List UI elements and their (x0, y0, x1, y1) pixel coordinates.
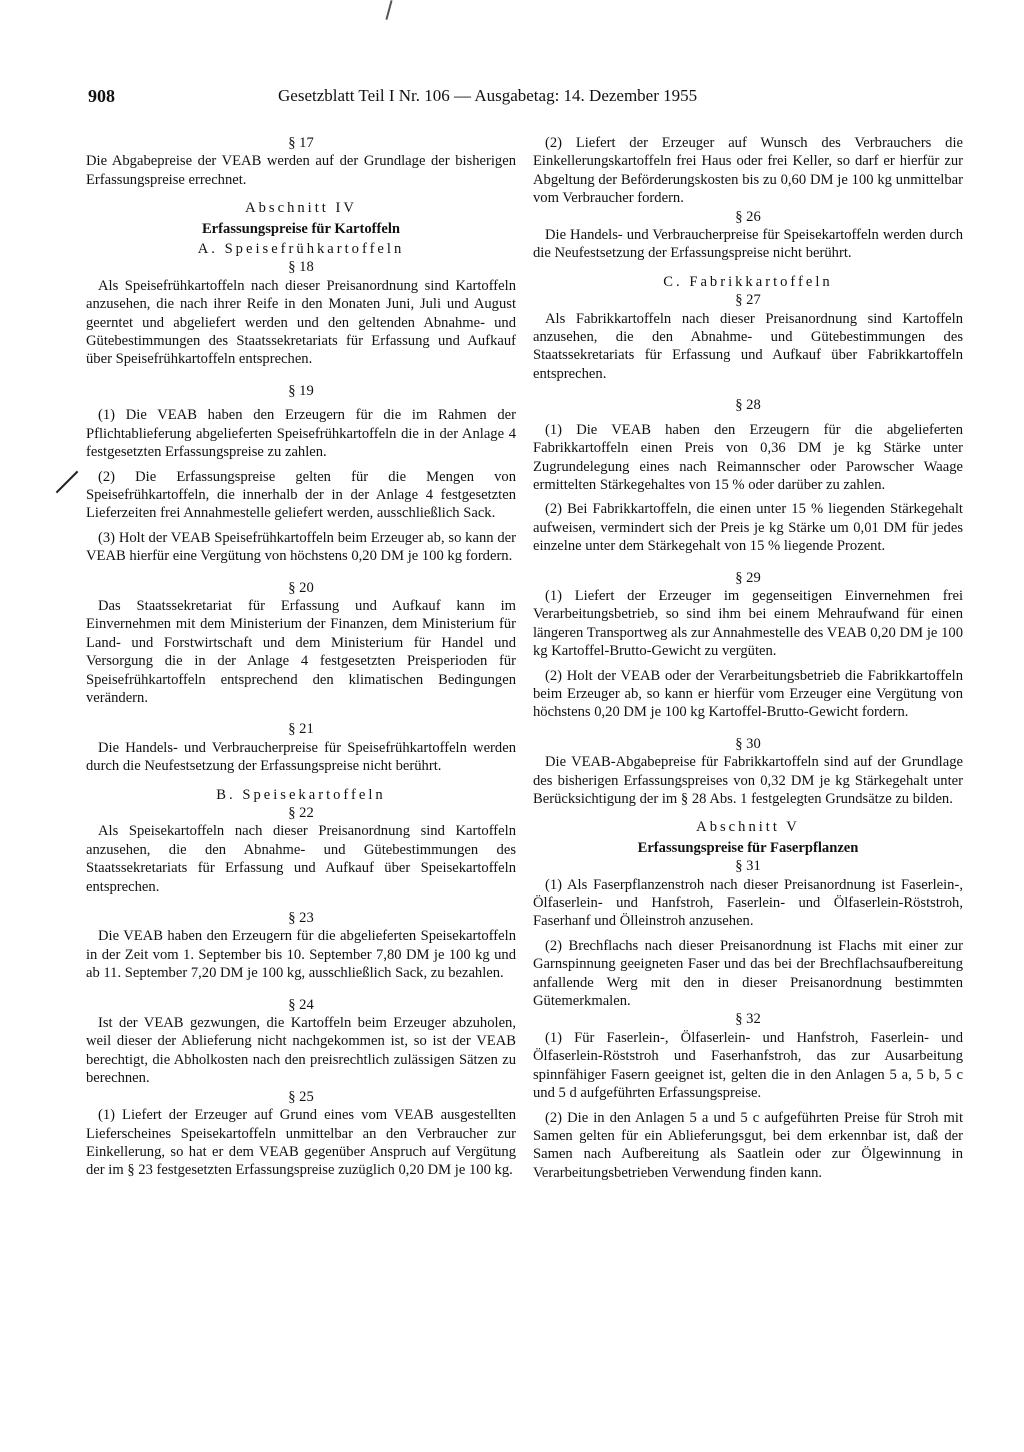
paragraph: Als Speisekartoffeln nach dieser Preisanordnung sind Kartoffeln anzusehen, die den Abnahme- und Gütebestimmungen des Staatssekretariats für Erfassung und Aufkauf über Speisekartoffeln entsprechen. (86, 823, 516, 895)
paragraph: (1) Die VEAB haben den Erzeugern für die im Rahmen der Pflichtablieferung abgelieferten Speisefrühkartoffeln die in der Anlage 4 festgesetzten Erfassungspreise zu zahlen. (86, 407, 516, 461)
right-column (533, 134, 963, 1182)
paragraph: (2) Holt der VEAB oder der Verarbeitungsbetrieb die Fabrikkartoffeln beim Erzeuger ab, so kann er hierfür vom Erzeuger eine Vergütung von höchstens 0,20 DM je 100 kg Kartoffel-Brutto-Gewicht fordern. (533, 667, 963, 721)
section-number: § 32 (735, 1011, 761, 1028)
section-number: § 24 (288, 996, 314, 1013)
section-number: § 17 (288, 135, 314, 151)
paragraph: (2) Bei Fabrikkartoffeln, die einen unter 15 % liegenden Stärkegehalt aufweisen, vermindert sich der Preis je kg Stärke um 0,01 DM für jedes einzelne unter dem Stärkegehalt von 15 % liegende Prozent. (533, 501, 963, 555)
paragraph: (1) Liefert der Erzeuger im gegenseitigen Einvernehmen frei Verarbeitungsbetrieb, so sind ihm bei einem Mehraufwand für einen längeren Transportweg als zur Annahmestelle des VEAB 0,20 DM je 100 kg Kartoffel-Brutto-Gewicht zu vergüten. (533, 587, 963, 660)
paragraph: Die Handels- und Verbraucherpreise für Speisefrühkartoffeln werden durch die Neufestsetzung der Erfassungspreise nicht berührt. (86, 739, 516, 775)
abschnitt-title: Erfassungspreise für Faserpflanzen (637, 839, 859, 856)
subheading: B. Speisekartoffeln (216, 786, 386, 803)
abschnitt-heading: Abschnitt V (696, 819, 800, 836)
paragraph: (2) Liefert der Erzeuger auf Wunsch des Verbrauchers die Einkellerungskartoffeln frei Haus oder frei Keller, so darf er hierfür zur Abgeltung der Beförderungskosten bis zu 0,60 DM je 100 kg unmittelbar vom Verbraucher fordern. (533, 135, 963, 207)
section-number: § 27 (735, 292, 761, 309)
paragraph: Ist der VEAB gezwungen, die Kartoffeln beim Erzeuger abzuholen, weil dieser der Ablieferung nicht nachgekommen ist, so ist der VEAB berechtigt, die Abholkosten nach den preisrechtlich zulässigen Sätzen zu berechnen. (86, 1015, 516, 1087)
section-number: § 19 (288, 382, 314, 399)
section-number: § 28 (735, 397, 761, 414)
left-column (86, 134, 516, 1180)
section-number: § 30 (735, 735, 761, 752)
abschnitt-title: Erfassungspreise für Kartoffeln (201, 220, 401, 237)
paragraph: Die Handels- und Verbraucherpreise für Speisekartoffeln werden durch die Neufestsetzung der Erfassungspreise nicht berührt. (533, 227, 963, 262)
paragraph: (1) Für Faserlein-, Ölfaserlein- und Hanfstroh, Faserlein- und Ölfaserlein-Röststroh und Faserhanfstroh, das zur Ausarbeitung spinnfähiger Fasern geeignet ist, gelten die in den Anlagen 5 a, 5 b, 5 c und 5 d aufgeführten Erfassungspreise. (533, 1029, 963, 1102)
abschnitt-heading: Abschnitt IV (245, 200, 357, 217)
subheading: C. Fabrikkartoffeln (663, 273, 833, 290)
section-number: § 29 (735, 569, 761, 586)
paragraph: (1) Als Faserpflanzenstroh nach dieser Preisanordnung ist Faserlein-, Ölfaserlein- und Hanfstroh, Faserlein- und Ölfaserlein-Röststroh, Faserhanf und Ölleinstroh anzusehen. (533, 876, 963, 930)
section-number: § 31 (735, 858, 761, 875)
section-number: § 21 (288, 721, 314, 738)
paragraph: Die VEAB haben den Erzeugern für die abgelieferten Speisekartoffeln in der Zeit vom 1. September bis 10. September 7,80 DM je 100 kg und ab 11. September 7,20 DM je 100 kg, ausschließlich Sack, zu bezahlen. (86, 928, 516, 982)
pen-mark-top (385, 0, 392, 20)
paragraph: Als Fabrikkartoffeln nach dieser Preisanordnung sind Kartoffeln anzusehen, die den Abnahme- und Gütebestimmungen des Staatssekretariats für Erfassung und Aufkauf über Fabrikkartoffeln entsprechen. (533, 310, 963, 382)
section-number: § 18 (288, 259, 314, 276)
paragraph: Das Staatssekretariat für Erfassung und Aufkauf kann im Einvernehmen mit dem Ministerium der Finanzen, dem Ministerium für Land- und Forstwirtschaft und dem Ministerium für Handel und Versorgung die in der Anlage 4 festgesetzten Preisperioden für Speisefrühkartoffeln entsprechend den klimatischen Bedingungen verändern. (86, 597, 516, 706)
paragraph: (2) Die Erfassungspreise gelten für die Mengen von Speisefrühkartoffeln, die innerhalb der in der Anlage 4 festgesetzten Lieferzeiten frei Annahmestelle geliefert werden, ausschließlich Sack. (86, 468, 516, 522)
paragraph: Als Speisefrühkartoffeln nach dieser Preisanordnung sind Kartoffeln anzusehen, die nach ihrer Reife in den Monaten Juni, Juli und August geerntet und abgeliefert werden und den geltenden Abnahme- und Gütebestimmungen des Staatssekretariats für Erfassung und Aufkauf über Speisefrühkartoffeln entsprechen. (86, 277, 516, 368)
paragraph: (2) Die in den Anlagen 5 a und 5 c aufgeführten Preise für Stroh mit Samen gelten für ein Ablieferungsgut, bei dem erkennbar ist, daß der Samen nach Aufbereitung als Saatlein oder zur Ölgewinnung in Verarbeitungsbetrieben Verwendung finden kann. (533, 1109, 963, 1181)
section-number: § 22 (288, 805, 314, 821)
page-header (88, 84, 788, 109)
paragraph: (2) Brechflachs nach dieser Preisanordnung ist Flachs mit einer zur Garnspinnung geeigneten Faser und das bei der Brechflachsaufbereitung anfallende Werg mit den in dieser Preisanordnung bestimmten Gütemerkmalen. (533, 937, 963, 1010)
page-number: 908 (88, 86, 115, 106)
paragraph: (1) Die VEAB haben den Erzeugern für die abgelieferten Fabrikkartoffeln einen Preis von 0,36 DM je kg Stärke unter Zugrundelegung eines nach Reimannscher oder Parowscher Waage ermittelten Stärkegehaltes von 15 % oder darüber zu zahlen. (533, 421, 963, 493)
section-number: § 20 (288, 579, 314, 596)
subheading: A. Speisefrühkartoffeln (197, 241, 405, 258)
section-number: § 25 (288, 1088, 314, 1105)
paragraph: (1) Liefert der Erzeuger auf Grund eines vom VEAB ausgestellten Lieferscheines Speisekartoffeln unmittelbar an den Verbraucher zur Einkellerung, so hat er dem VEAB gegenüber Anspruch auf Vergütung der im § 23 festgesetzten Erfassungspreise zuzüglich 0,20 DM je 100 kg. (86, 1107, 516, 1179)
paragraph: (3) Holt der VEAB Speisefrühkartoffeln beim Erzeuger ab, so kann der VEAB hierfür eine Vergütung von höchstens 0,20 DM je 100 kg fordern. (86, 529, 516, 565)
section-number: § 26 (735, 208, 761, 225)
margin-pen-mark (56, 471, 79, 494)
paragraph: Die VEAB-Abgabepreise für Fabrikkartoffeln sind auf der Grundlage des bisherigen Erfassungspreises von 0,32 DM je kg Stärkegehalt unter Berücksichtigung der im § 28 Abs. 1 festgelegten Grundsätze zu bilden. (533, 754, 963, 807)
paragraph: Die Abgabepreise der VEAB werden auf der Grundlage der bisherigen Erfassungspreise errechnet. (86, 153, 516, 188)
section-number: § 23 (288, 910, 314, 927)
header-title: Gesetzblatt Teil I Nr. 106 — Ausgabetag: 14. Dezember 1955 (278, 86, 698, 105)
